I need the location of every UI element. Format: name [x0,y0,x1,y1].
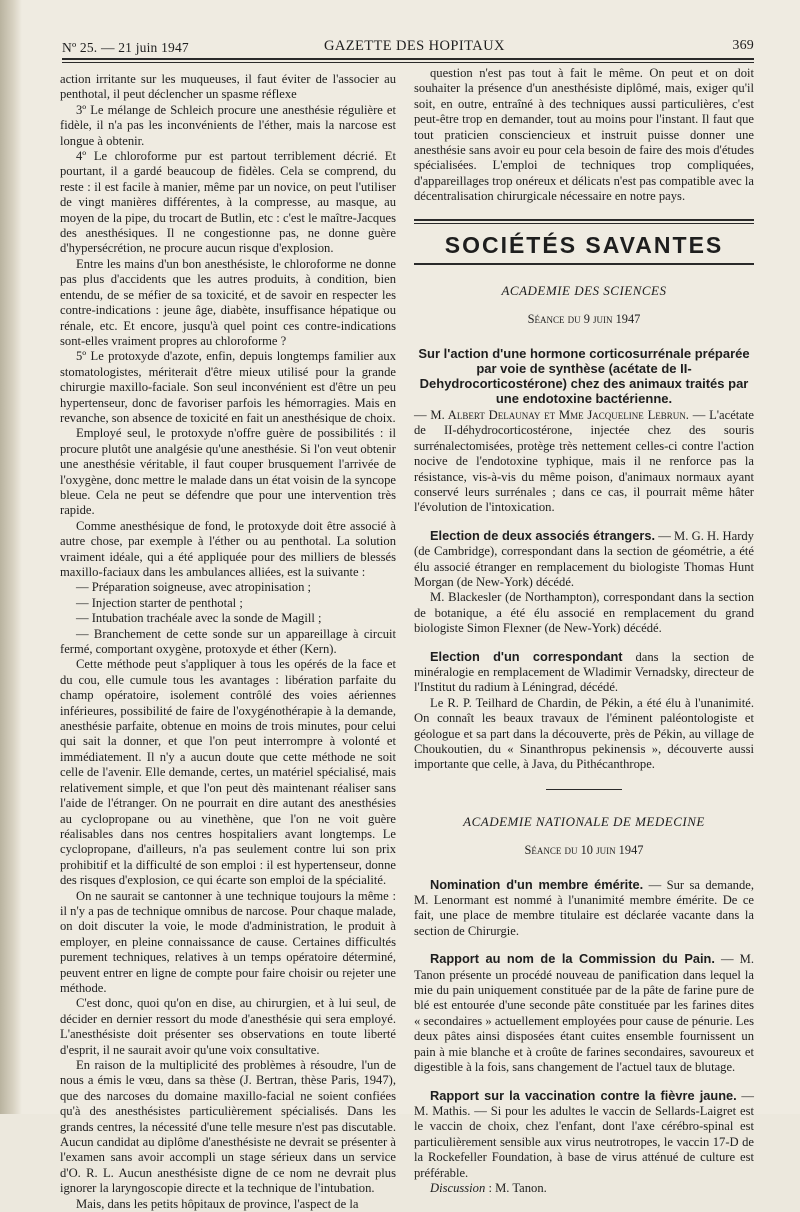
paragraph [414,951,754,1075]
issue-date: Nº 25. — 21 juin 1947 [62,40,189,55]
item-title: Election d'un correspondant [430,648,623,664]
header-rule-thin [62,62,754,63]
section-title: SOCIÉTÉS SAVANTES [444,231,724,258]
item-body: — M. G. H. Hardy (de Cambridge), correspondant dans la section de géométrie, a été élu associé étranger en remplacement du biologiste Thomas Hunt Morgan (de New-York) décédé. [414,528,754,589]
paragraph [414,1181,754,1196]
paragraph: Entre les mains d'un bon anesthésiste, le chloroforme ne donne pas plus d'accidents que les autres produits, à condition, bien entendu, de se méfier de sa toxicité, et de savoir en respecter les contre-indications : jeune âge, diabète, insuffisance hépatique ou rénale, etc. Et encore, jusqu'à quel point ces contre-indications sont-elles vraiment propres au chloroforme ? [60,256,396,348]
journal-title: GAZETTE DES HOPITAUX [324,38,505,54]
paragraph: On ne saurait se cantonner à une technique toujours la même : il n'y a pas de technique omnibus de narcose. Pour chaque malade, on doit discuter la voie, le mode d'administration, le produit à employer, en pleine connaissance de cause. Certaines difficultés purement techniques, relatives à un temps opératoire déterminé, peuvent entrer en ligne de compte pour faire choisir ou rejeter une méthode. [60,888,396,995]
paragraph [414,649,754,696]
page-binding-edge [0,0,22,1114]
spacer [414,1076,754,1088]
paragraph: action irritante sur les muqueuses, il faut éviter de l'associer au penthotal, il peut déclencher un spasme réflexe [60,72,396,102]
list-item: — Branchement de cette sonde sur un appareillage à circuit fermé, comportant oxygène, protoxyde et éther (Kern). [60,626,396,657]
paragraph [414,877,754,940]
item-title: Election de deux associés étrangers. [430,527,656,543]
article-headline: Sur l'action d'une hormone corticosurrénale préparée par voie de synthèse (acétate de II-Dehydrocorticostérone) chez des animaux traités par une endotoxine bactérienne. [418,345,750,406]
paragraph: question n'est pas tout à fait le même. On peut et on doit souhaiter la présence d'un anesthésiste diplômé, mais, exiger qu'il soit, en outre, entraîné à des techniques aussi particulières, c'est peut-être trop en demander, tout au moins pour l'instant. Il faut que tout praticien consciencieux et instruit puisse donner une anesthésie sans avoir eu pour cela besoin de faire des mois d'études spécialisées. L'emploi de techniques trop compliquées, d'appareillages trop onéreux et délicats n'est pas compatible avec la décentralisation chirurgicale nécessaire en notre pays. [414,66,754,204]
page-number: 369 [732,38,754,53]
paragraph [414,528,754,591]
item-body: — M. Mathis. — Si pour les adultes le vaccin de Sellards-Laigret est le vaccin de choix, chez l'enfant, dont l'axe cérébro-spinal est particulièrement sensible aux virus neutrotropes, le vaccin 17-D de la Rockefeller Foundation, à base de virus atténué de culture est préférable. [414,1088,754,1180]
academy-heading: ACADEMIE DES SCIENCES [501,283,667,299]
authors: — M. Albert Delaunay et Mme Jacqueline Lebrun. — [414,407,706,422]
paragraph: 3º Le mélange de Schleich procure une anesthésie régulière et fidèle, il n'a pas les inconvénients de l'éther, mais la narcose est longue à obtenir. [60,102,396,148]
item-body: dans la section de minéralogie en remplacement de Wladimir Vernadsky, directeur de l'Institut du radium à Léningrad, décédé. [414,649,754,695]
item-title: Rapport sur la vaccination contre la fièvre jaune. [430,1087,737,1103]
paragraph: 5º Le protoxyde d'azote, enfin, depuis longtemps familier aux stomatologistes, mériterait d'être mieux utilisé pour la grande chirurgie maxillo-faciale. Son seul inconvénient est d'être un peu hypertenseur, donc de favoriser parfois les hémorragies. Mais en revanche, son absence de toxicité en fait un anesthésique de choix. [60,349,396,425]
list-item: — Préparation soigneuse, avec atropinisation ; [76,580,312,595]
list-item: — Intubation trachéale avec la sonde de Magill ; [76,611,322,626]
paragraph: M. Blackesler (de Northampton), correspondant dans la section de botanique, a été élu associé en remplacement du grand biologiste Simon Flexner (de New-York) décédé. [414,590,754,636]
item-body: — Sur sa demande, M. Lenormant est nommé à l'unanimité membre émérite. De ce fait, une place de membre titulaire est déclarée vacante dans la section de Chirurgie. [414,877,754,938]
header-rule [62,58,754,60]
section-title-rule [414,263,754,265]
paragraph [414,1088,754,1181]
paragraph: 4º Le chloroforme pur est partout terriblement décrié. Et pourtant, il a gardé beaucoup de fidèles. Cela se comprend, du reste : il est facile à manier, même par un novice, on peut l'utiliser de vingt manières différentes, à la compresse, au masque, au moyen de la pipe, du trocart de Butlin, etc : c'est le maître-Jacques des anesthésiques. Il ne congestionne pas, ne donne guère d'hypersécrétion, ne procure aucun risque d'explosion. [60,149,396,256]
section-rule-thin [414,223,754,224]
page-header [62,38,754,58]
item-title: Rapport au nom de la Commission du Pain. [430,951,715,967]
discussion-text: : M. Tanon. [488,1180,547,1195]
right-column [414,66,754,1196]
paragraph: Le R. P. Teilhard de Chardin, de Pékin, a été élu à l'unanimité. On connaît les beaux travaux de l'éminent paléontologiste et géologue et sa part dans la découverte, près de Pékin, au village de Choukoutien, du « Sinanthropus pekinensis », découverte aussi importante que celle, à Java, du Pithécanthrope. [414,695,754,772]
divider [546,789,622,790]
paragraph: Mais, dans les petits hôpitaux de province, l'aspect de la [76,1196,359,1211]
paragraph [414,408,754,516]
session-date: Séance du 10 juin 1947 [524,843,644,858]
paragraph: C'est donc, quoi qu'on en dise, au chirurgien, et à lui seul, de décider en dernier ressort du mode d'anesthésie qui sera employé. L'anesthésiste doit présenter ses observations en toute liberté d'esprit, il ne saurait avoir qu'une voix consultative. [60,996,396,1057]
spacer [414,939,754,951]
article-body: L'acétate de II-déhydrocorticostérone, injectée chez des souris surrénalectomisées, protège très nettement celles-ci contre l'action nocive de l'endotoxine typhique, mais il ne renforce pas la résistance, vis-à-vis du même poison, d'animaux normaux ayant conservé leurs surrénales ; dans ce cas, il pourrait même hâter l'évolution de l'intoxication. [414,407,754,515]
spacer [414,637,754,649]
left-column [60,72,396,1212]
paragraph: En raison de la multiplicité des problèmes à résoudre, l'un de nous a émis le vœu, dans sa thèse (J. Bertran, thèse Paris, 1947), que des narcoses du domaine maxillo-facial ne soient confiées qu'à des anesthésistes particulièrement spécialisés. Dans les grands centres, la nécessité d'une telle mesure n'est pas discutable. Aucun candidat au diplôme d'anesthésiste ne devrait se présenter à l'examen sans avoir accompli un stage sérieux dans un service d'O. R. L. Aucun anesthésiste digne de ce nom ne devrait plus ignorer la laryngoscopie directe et la technique de l'intubation. [60,1058,396,1196]
session-date: Séance du 9 juin 1947 [527,312,641,327]
paragraph: Comme anesthésique de fond, le protoxyde doit être associé à autre chose, par exemple à l'éther ou au penthotal. La solution vraiment idéale, qui a été appliquée pour des milliers de blessés maxillo-faciaux dans les ambulances alliées, est la suivante : [60,518,396,579]
item-body: — M. Tanon présente un procédé nouveau de panification dans lequel la mie du pain uniquement constituée par de la pâte de farine pure de blé est entourée d'une seconde pâte constituée par les farines dites « secondaires » actuellement employées pour cause de pénurie. Les deux pâtes ainsi disposées étant cuites ensemble fournissent un pain à mie blanche et à croûte de farines secondaires, savoureux et digestible à la fois, sans changement de l'actuel taux de blutage. [414,952,755,1075]
discussion-label: Discussion [430,1180,486,1195]
item-title: Nomination d'un membre émérite. [430,876,644,892]
academy-heading: ACADEMIE NATIONALE DE MEDECINE [463,813,705,829]
section-rule [414,219,754,221]
paragraph: Cette méthode peut s'appliquer à tous les opérés de la face et du cou, elle cumule tous les avantages : libération parfaite du champ opératoire, isolement contrôlé des voies aériennes inférieures, possibilité de faire de l'oxygénothérapie à la demande, anesthésie parfaite, obtenue en moins de trois minutes, pour celui qui sait la donner, et que l'on peut interrompre à volonté et immédiatement. Il n'y a aucun doute que cette méthode ne soit celle de l'avenir. Elle demande, certes, un matériel spécialisé, mais relativement simple, et que l'on peut dès maintenant réaliser sans l'aide de l'étranger. On ne pourrait en dire autant des anesthésies au cyclopropane ou au vinethène, que l'on ne voit guère réalisables dans nos centres hospitaliers avant longtemps. Le cyclopropane, d'ailleurs, n'a pas seulement contre lui son prix prohibitif et la difficulté de son emploi : il est hypertenseur, donne des risques d'explosion, ce qui écarte son emploi de la spécialité. [60,657,396,888]
paragraph: Employé seul, le protoxyde n'offre guère de possibilités : il procure plutôt une analgésie qu'une anesthésie. Si l'on veut obtenir une anesthésie véritable, il faut couper brusquement l'arrivée de l'oxygène, donc mettre le malade dans un état voisin de la syncope bleue. Cela ne peut se défendre que pour une intervention très rapide. [60,426,396,518]
list-item: — Injection starter de penthotal ; [76,595,243,610]
spacer [414,516,754,528]
